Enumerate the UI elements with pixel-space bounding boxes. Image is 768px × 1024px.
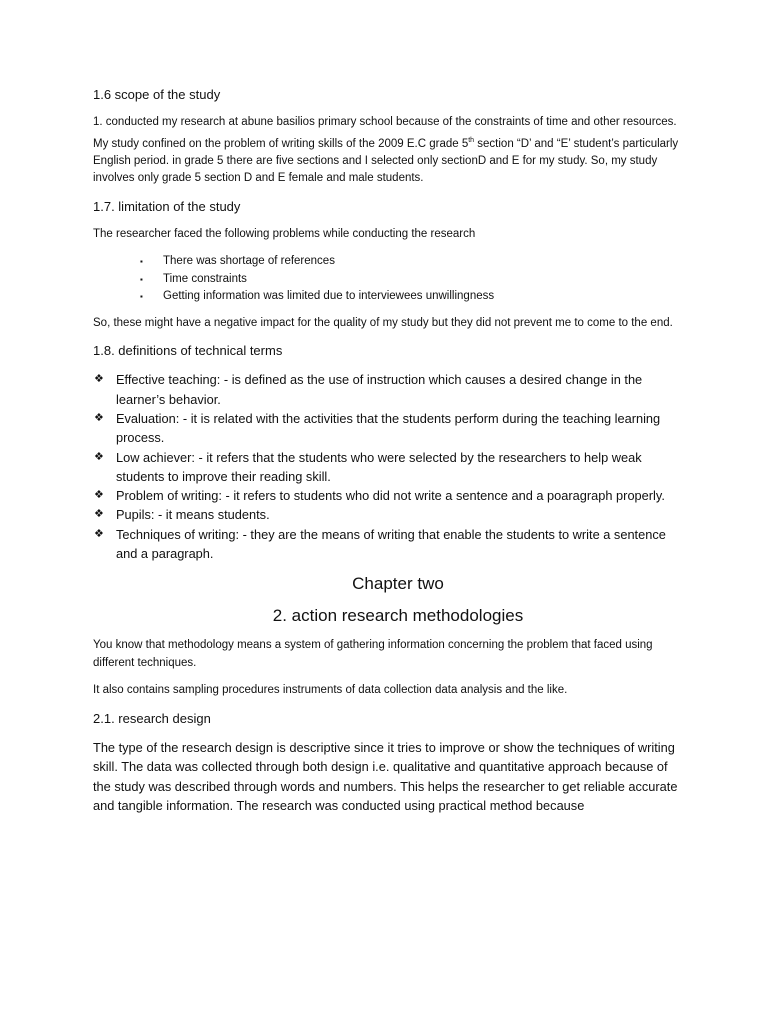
square-bullet-icon: ▪: [140, 292, 143, 302]
diamond-bullet-icon: ❖: [94, 373, 104, 386]
sampling-paragraph: It also contains sampling procedures instruments of data collection data analysis and the like.: [93, 684, 568, 697]
list-item: [93, 448, 683, 487]
list-item: [140, 253, 683, 271]
section-heading-definitions: 1.8. definitions of technical terms: [93, 343, 283, 359]
square-bullet-icon: ▪: [140, 274, 143, 284]
chapter-subtitle: 2. action research methodologies: [272, 606, 524, 626]
list-item: [140, 288, 683, 306]
section-heading-research-design: 2.1. research design: [93, 710, 211, 726]
diamond-bullet-icon: ❖: [94, 489, 104, 502]
list-item: [93, 525, 683, 564]
list-item: [93, 409, 683, 448]
chapter-title: Chapter two: [352, 574, 444, 594]
scope-paragraph-text-end: section “D’ and “E’ student’s particularly English period. in grade 5 there are five sections and I selected only sectionD and E for my study. So, my study involves only grade 5 section D and E female and male students.: [93, 137, 679, 185]
superscript-th: th: [468, 136, 475, 144]
definition-text: Evaluation: - it is related with the activities that the students perform during the teaching learning process.: [116, 410, 661, 446]
definition-text: Techniques of writing: - they are the means of writing that enable the students to write a sentence and a paragraph.: [116, 526, 666, 561]
list-item: [140, 271, 683, 289]
document-page: [93, 86, 683, 825]
diamond-bullet-icon: ❖: [94, 411, 104, 424]
list-item: [93, 486, 683, 505]
scope-paragraph-text: 1. conducted my research at abune basilios primary school because of the constraints of time and other resources. My study confined on the problem of writing skills of the 2009 E.C grade 5: [93, 116, 677, 150]
research-design-paragraph: The type of the research design is descriptive since it tries to improve or show the techniques of writing skill. The data was collected through both design i.e. qualitative and quantitative approach because of the study was described through words and numbers. This helps the researcher to get reliable accurate and tangible information. The research was conducted using practical method because: [93, 739, 678, 814]
scope-paragraph: [93, 114, 683, 188]
diamond-bullet-icon: ❖: [94, 508, 104, 521]
definitions-list: [93, 370, 683, 563]
list-item-text: Getting information was limited due to interviewees unwillingness: [163, 290, 495, 303]
limitation-list: [93, 253, 683, 306]
definition-text: Effective teaching: - is defined as the use of instruction which causes a desired change in the learner’s behavior.: [116, 372, 643, 407]
definition-text: Problem of writing: - it refers to students who did not write a sentence and a poaragraph properly.: [116, 488, 665, 504]
list-item-text: There was shortage of references: [163, 255, 335, 268]
section-heading-scope: 1.6 scope of the study: [93, 87, 221, 102]
methodology-paragraph: You know that methodology means a system of gathering information concerning the problem that faced using different techniques.: [93, 639, 653, 669]
section-heading-limitation: 1.7. limitation of the study: [93, 198, 241, 214]
diamond-bullet-icon: ❖: [94, 527, 104, 540]
list-item-text: Time constraints: [163, 272, 247, 285]
definition-text: Low achiever: - it refers that the students who were selected by the researchers to help weak students to improve their reading skill.: [116, 449, 642, 484]
diamond-bullet-icon: ❖: [94, 450, 104, 463]
list-item: [93, 505, 683, 524]
square-bullet-icon: ▪: [140, 257, 143, 267]
limitation-intro: The researcher faced the following problems while conducting the research: [93, 227, 476, 240]
definition-text: Pupils: - it means students.: [116, 507, 270, 523]
list-item: [93, 370, 683, 409]
limitation-closing: So, these might have a negative impact for the quality of my study but they did not prevent me to come to the end.: [93, 316, 673, 329]
